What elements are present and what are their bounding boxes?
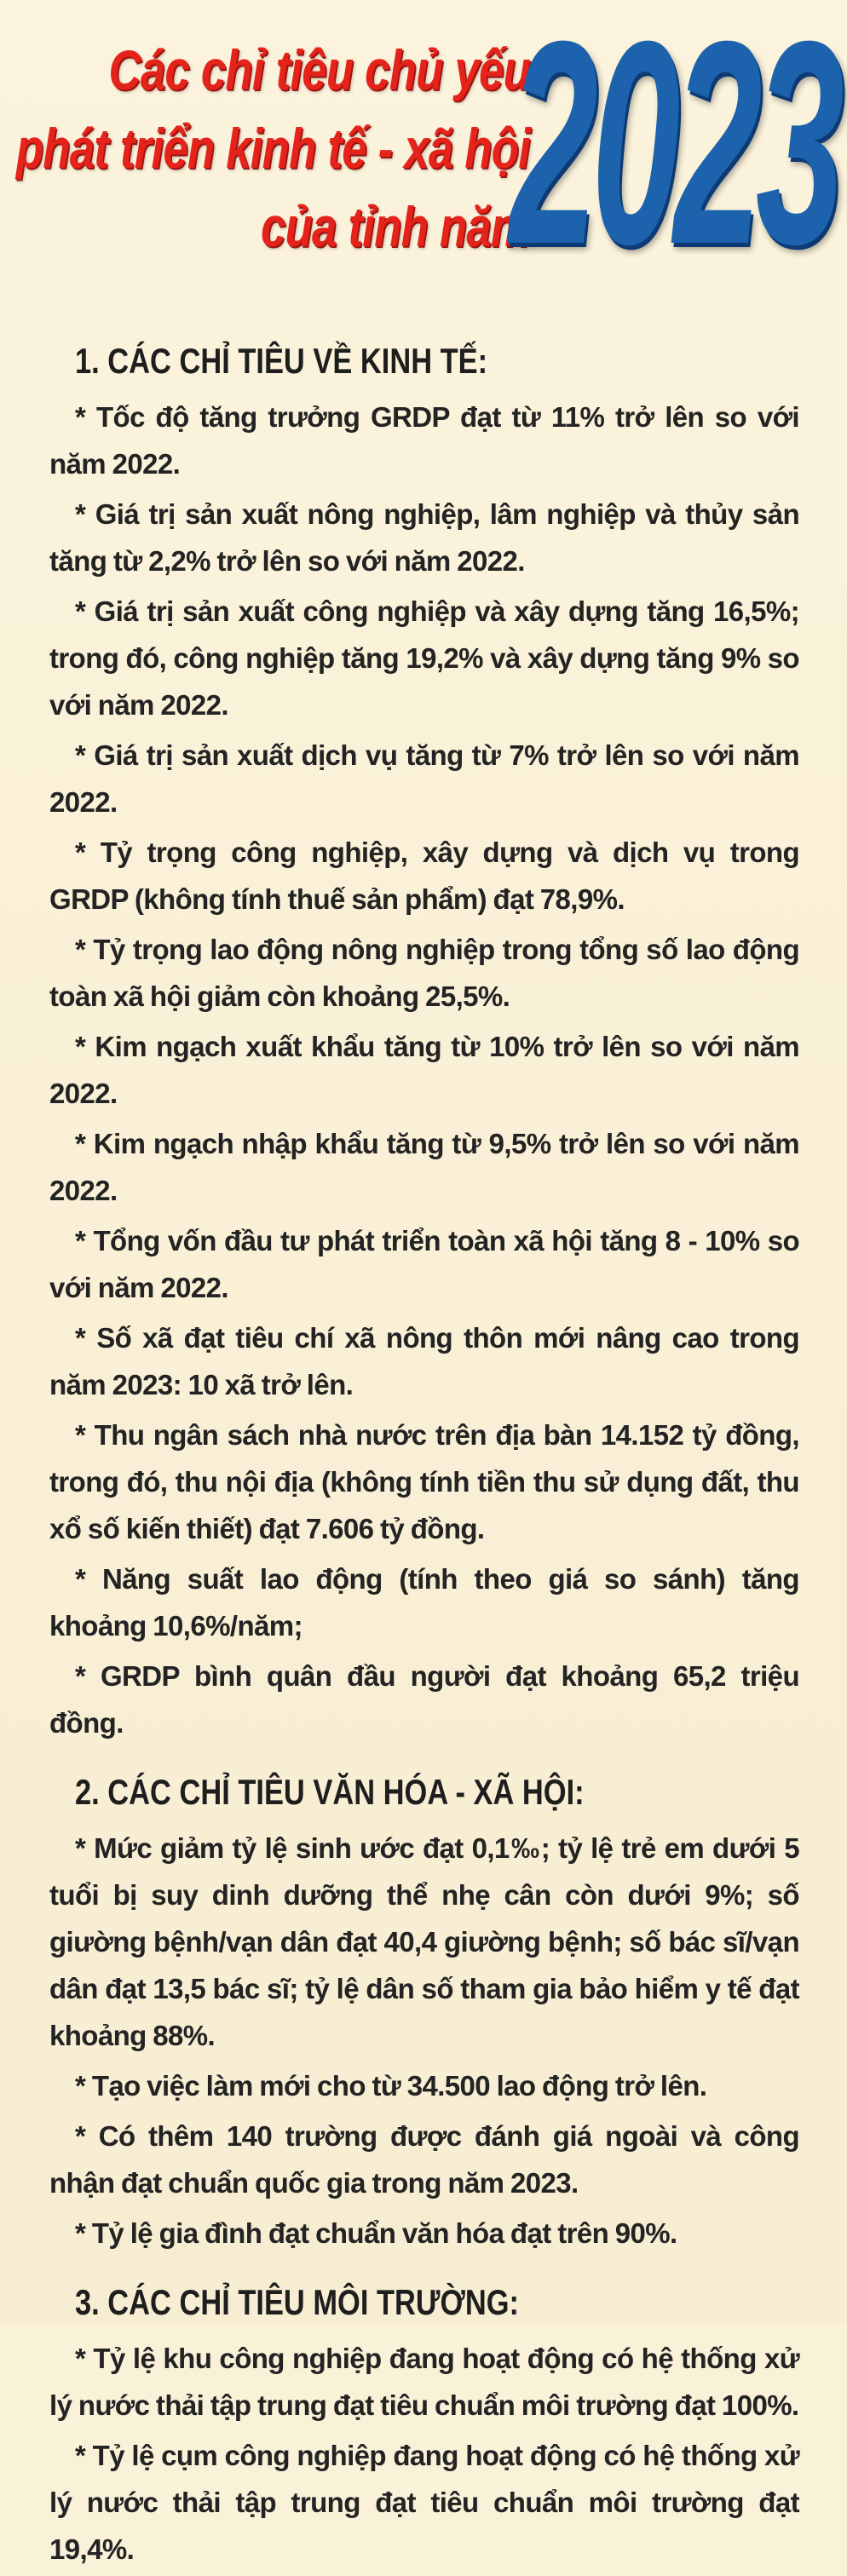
section-title: 3. CÁC CHỈ TIÊU MÔI TRƯỜNG: (75, 2282, 519, 2322)
header-year: 2023 (510, 0, 838, 305)
section-economic (49, 337, 799, 1746)
list-item: * Giá trị sản xuất dịch vụ tăng từ 7% trở lên so với năm 2022. (49, 732, 799, 825)
list-item: * Giá trị sản xuất nông nghiệp, lâm nghiệp và thủy sản tăng từ 2,2% trở lên so với năm 2022. (49, 491, 799, 584)
list-item: * Tỷ lệ cụm công nghiệp đang hoạt động có hệ thống xử lý nước thải tập trung đạt tiêu chuẩn môi trường đạt 19,4%. (49, 2432, 799, 2573)
list-item: * Tỷ trọng lao động nông nghiệp trong tổng số lao động toàn xã hội giảm còn khoảng 25,5%. (49, 926, 799, 1020)
list-item: * Giá trị sản xuất công nghiệp và xây dựng tăng 16,5%; trong đó, công nghiệp tăng 19,2% và xây dựng tăng 9% so với năm 2022. (49, 588, 799, 728)
list-item: * GRDP bình quân đầu người đạt khoảng 65,2 triệu đồng. (49, 1653, 799, 1746)
list-item: * Mức giảm tỷ lệ sinh ước đạt 0,1‰; tỷ lệ trẻ em dưới 5 tuổi bị suy dinh dưỡng thể nhẹ cân còn dưới 9%; số giường bệnh/vạn dân đạt 40,4 giường bệnh; số bác sĩ/vạn dân đạt 13,5 bác sĩ; tỷ lệ dân số tham gia bảo hiểm y tế đạt khoảng 88%. (49, 1825, 799, 2059)
section-culture-social (49, 1768, 799, 2257)
main-content (49, 337, 799, 2576)
list-item: * Tỷ trọng công nghiệp, xây dựng và dịch vụ trong GRDP (không tính thuế sản phẩm) đạt 78,9%. (49, 829, 799, 923)
section-environment (49, 2279, 799, 2573)
list-item: * Có thêm 140 trường được đánh giá ngoài và công nhận đạt chuẩn quốc gia trong năm 2023. (49, 2113, 799, 2206)
section-title: 1. CÁC CHỈ TIÊU VỀ KINH TẾ: (75, 341, 488, 381)
section-title: 2. CÁC CHỈ TIÊU VĂN HÓA - XÃ HỘI: (75, 1772, 585, 1812)
list-item: * Tổng vốn đầu tư phát triển toàn xã hội tăng 8 - 10% so với năm 2022. (49, 1217, 799, 1311)
list-item: * Tỷ lệ gia đình đạt chuẩn văn hóa đạt trên 90%. (49, 2210, 799, 2257)
header (0, 0, 847, 307)
list-item: * Số xã đạt tiêu chí xã nông thôn mới nâng cao trong năm 2023: 10 xã trở lên. (49, 1314, 799, 1408)
header-title-line-3: của tỉnh năm (260, 195, 530, 258)
list-item: * Năng suất lao động (tính theo giá so sánh) tăng khoảng 10,6%/năm; (49, 1555, 799, 1649)
list-item: * Kim ngạch nhập khẩu tăng từ 9,5% trở lên so với năm 2022. (49, 1120, 799, 1214)
header-title (16, 31, 530, 266)
list-item: * Tỷ lệ khu công nghiệp đang hoạt động có hệ thống xử lý nước thải tập trung đạt tiêu chuẩn môi trường đạt 100%. (49, 2335, 799, 2429)
list-item: * Kim ngạch xuất khẩu tăng từ 10% trở lên so với năm 2022. (49, 1023, 799, 1117)
list-item: * Thu ngân sách nhà nước trên địa bàn 14.152 tỷ đồng, trong đó, thu nội địa (không tính tiền thu sử dụng đất, thu xổ số kiến thiết) đạt 7.606 tỷ đồng. (49, 1412, 799, 1552)
list-item: * Tốc độ tăng trưởng GRDP đạt từ 11% trở lên so với năm 2022. (49, 394, 799, 487)
header-title-line-1: Các chỉ tiêu chủ yếu (108, 38, 531, 101)
list-item: * Tạo việc làm mới cho từ 34.500 lao động trở lên. (49, 2062, 799, 2109)
header-title-line-2: phát triển kinh tế - xã hội (15, 117, 530, 180)
